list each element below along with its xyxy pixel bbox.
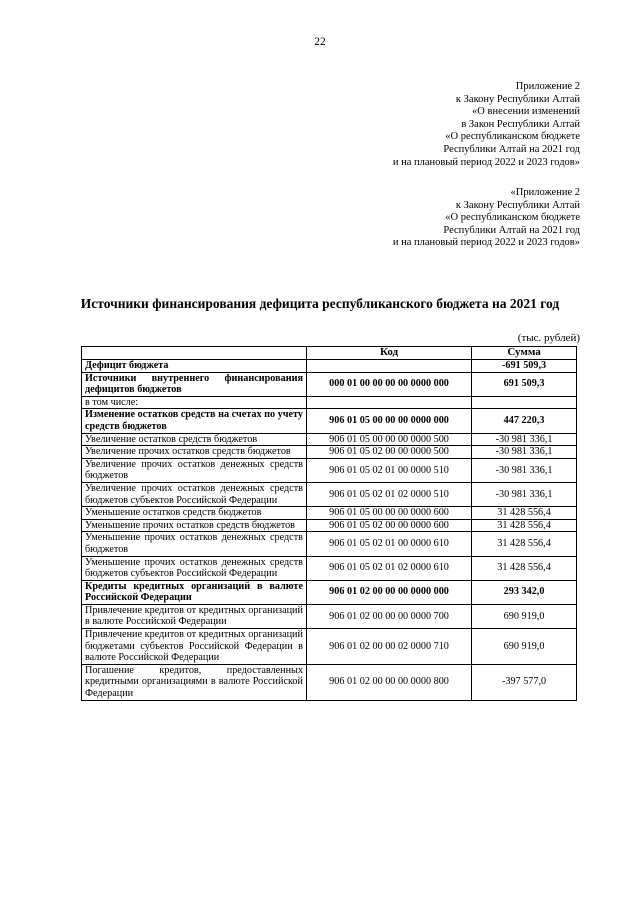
appendix-line: к Закону Республики Алтай bbox=[455, 93, 580, 105]
row-name: Уменьшение прочих остатков денежных средств бюджетов субъектов Российской Федерации bbox=[82, 556, 307, 580]
row-sum: 293 342,0 bbox=[472, 580, 577, 604]
appendix-line: Республики Алтай на 2021 год bbox=[443, 143, 580, 155]
row-code: 906 01 02 00 00 00 0000 000 bbox=[306, 580, 471, 604]
appendix-line: и на плановый период 2022 и 2023 годов» bbox=[392, 237, 580, 249]
table-row bbox=[82, 409, 577, 433]
row-sum: -691 509,3 bbox=[472, 360, 577, 373]
appendix-header bbox=[393, 81, 580, 169]
row-name: Увеличение прочих остатков денежных средств бюджетов bbox=[82, 458, 307, 482]
row-name: Источники внутреннего финансирования дефицитов бюджетов bbox=[82, 372, 307, 396]
row-sum: 690 919,0 bbox=[472, 604, 577, 628]
row-name: Привлечение кредитов от кредитных организаций бюджетами субъектов Российской Федерации в валюте Российской Федерации bbox=[82, 629, 307, 665]
table-row bbox=[82, 396, 577, 409]
row-name: Увеличение остатков средств бюджетов bbox=[82, 433, 307, 446]
row-name: Погашение кредитов, предоставленных кредитными организациями в валюте Российской Федерации bbox=[82, 664, 307, 700]
table-row bbox=[82, 482, 577, 506]
header-sum: Сумма bbox=[472, 347, 577, 360]
appendix-line: «Приложение 2 bbox=[510, 187, 580, 198]
row-sum: 447 220,3 bbox=[472, 409, 577, 433]
table-body bbox=[82, 360, 577, 701]
table-row bbox=[82, 532, 577, 556]
row-name: в том числе: bbox=[82, 396, 307, 409]
row-sum: 31 428 556,4 bbox=[472, 532, 577, 556]
row-sum: -30 981 336,1 bbox=[472, 446, 577, 459]
table-row bbox=[82, 629, 577, 665]
appendix-line: Республики Алтай на 2021 год bbox=[443, 224, 580, 236]
row-sum: 690 919,0 bbox=[472, 629, 577, 665]
row-name: Привлечение кредитов от кредитных организаций в валюте Российской Федерации bbox=[82, 604, 307, 628]
appendix-line: «О республиканском бюджете bbox=[445, 131, 580, 143]
table-row bbox=[82, 664, 577, 700]
table-row bbox=[82, 507, 577, 520]
row-code: 906 01 05 02 01 00 0000 610 bbox=[306, 532, 471, 556]
row-code: 906 01 05 02 01 02 0000 510 bbox=[306, 482, 471, 506]
table-row bbox=[82, 372, 577, 396]
header-code: Код bbox=[306, 347, 471, 360]
table-row bbox=[82, 433, 577, 446]
row-code: 906 01 05 02 01 02 0000 610 bbox=[306, 556, 471, 580]
row-sum: 31 428 556,4 bbox=[472, 556, 577, 580]
table-row bbox=[82, 580, 577, 604]
appendix-line: в Закон Республики Алтай bbox=[461, 118, 580, 130]
page-number: 22 bbox=[314, 36, 326, 48]
table-row bbox=[82, 556, 577, 580]
table-row bbox=[82, 360, 577, 373]
row-code bbox=[306, 396, 471, 409]
row-sum: -30 981 336,1 bbox=[472, 458, 577, 482]
row-sum: -30 981 336,1 bbox=[472, 482, 577, 506]
row-code: 906 01 02 00 00 00 0000 800 bbox=[306, 664, 471, 700]
title-text: Источники финансирования дефицита республиканского бюджета на 2021 год bbox=[80, 296, 560, 311]
appendix-original-header bbox=[393, 187, 580, 250]
row-code: 906 01 05 02 00 00 0000 500 bbox=[306, 446, 471, 459]
row-code: 906 01 05 00 00 00 0000 600 bbox=[306, 507, 471, 520]
table-row bbox=[82, 458, 577, 482]
appendix-line: Приложение 2 bbox=[515, 81, 580, 92]
header-name bbox=[82, 347, 307, 360]
row-code: 906 01 05 00 00 00 0000 500 bbox=[306, 433, 471, 446]
row-sum bbox=[472, 396, 577, 409]
row-sum: 31 428 556,4 bbox=[472, 519, 577, 532]
row-sum: -30 981 336,1 bbox=[472, 433, 577, 446]
document-title bbox=[0, 296, 640, 312]
table-row bbox=[82, 446, 577, 459]
row-sum: 691 509,3 bbox=[472, 372, 577, 396]
appendix-line: «О внесении изменений bbox=[472, 106, 580, 118]
row-code: 000 01 00 00 00 00 0000 000 bbox=[306, 372, 471, 396]
appendix-line: «О республиканском бюджете bbox=[445, 212, 580, 224]
table-row bbox=[82, 519, 577, 532]
row-code: 906 01 05 00 00 00 0000 000 bbox=[306, 409, 471, 433]
row-code: 906 01 05 02 00 00 0000 600 bbox=[306, 519, 471, 532]
row-name: Уменьшение прочих остатков денежных средств бюджетов bbox=[82, 532, 307, 556]
row-name: Увеличение прочих остатков денежных средств бюджетов субъектов Российской Федерации bbox=[82, 482, 307, 506]
table-header-row bbox=[82, 347, 577, 360]
row-name: Дефицит бюджета bbox=[82, 360, 307, 373]
row-sum: -397 577,0 bbox=[472, 664, 577, 700]
appendix-line: и на плановый период 2022 и 2023 годов» bbox=[392, 156, 580, 168]
financing-sources-table bbox=[81, 346, 577, 701]
appendix-line: к Закону Республики Алтай bbox=[455, 199, 580, 211]
row-code: 906 01 05 02 01 00 0000 510 bbox=[306, 458, 471, 482]
row-code: 906 01 02 00 00 00 0000 700 bbox=[306, 604, 471, 628]
units-label: (тыс. рублей) bbox=[517, 332, 580, 344]
row-code: 906 01 02 00 00 02 0000 710 bbox=[306, 629, 471, 665]
row-name: Изменение остатков средств на счетах по учету средств бюджетов bbox=[82, 409, 307, 433]
row-name: Уменьшение прочих остатков средств бюджетов bbox=[82, 519, 307, 532]
table-row bbox=[82, 604, 577, 628]
row-name: Уменьшение остатков средств бюджетов bbox=[82, 507, 307, 520]
row-sum: 31 428 556,4 bbox=[472, 507, 577, 520]
row-code bbox=[306, 360, 471, 373]
row-name: Кредиты кредитных организаций в валюте Российской Федерации bbox=[82, 580, 307, 604]
row-name: Увеличение прочих остатков средств бюджетов bbox=[82, 446, 307, 459]
